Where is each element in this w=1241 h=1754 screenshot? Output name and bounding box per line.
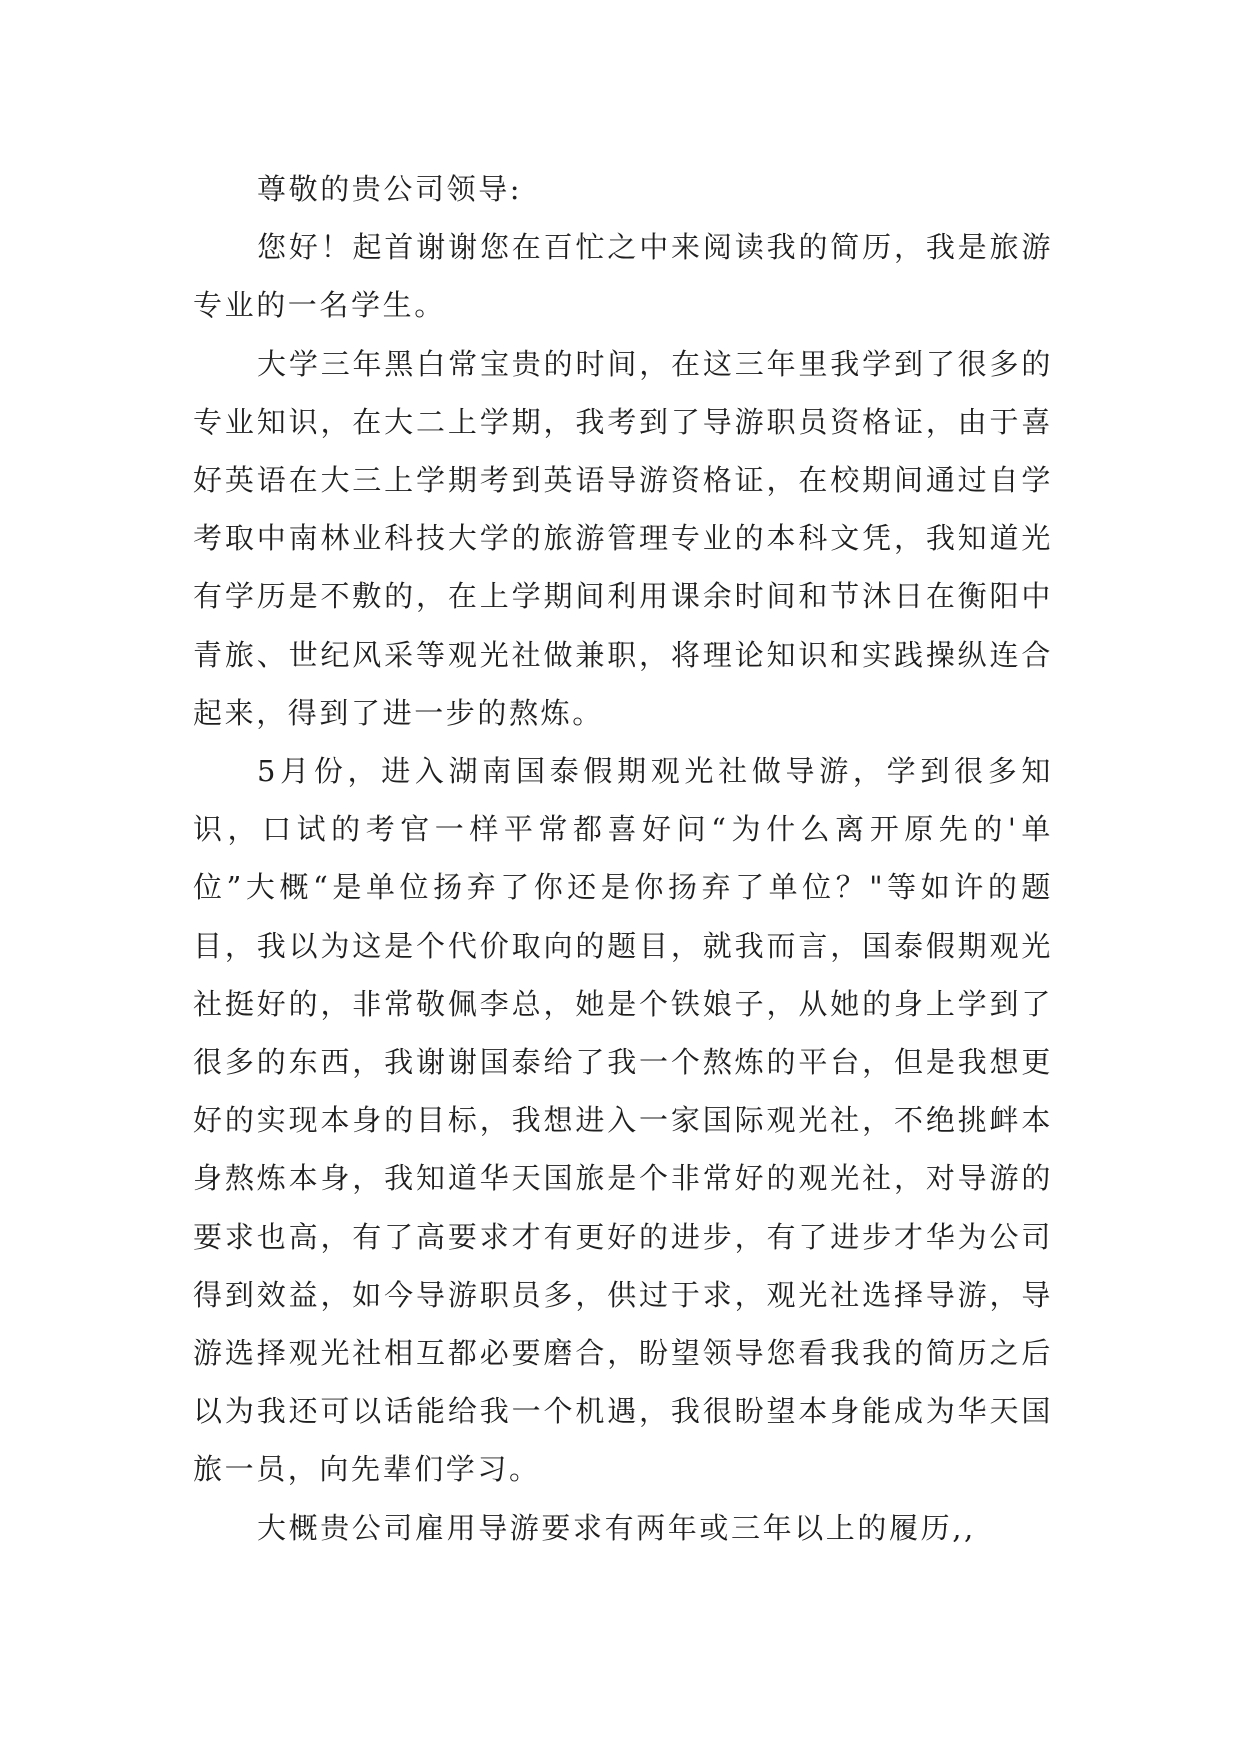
paragraph-greeting: 您好！起首谢谢您在百忙之中来阅读我的简历，我是旅游专业的一名学生。: [193, 230, 1053, 323]
paragraph-education: 大学三年黑白常宝贵的时间，在这三年里我学到了很多的专业知识，在大二上学期，我考到了导游职员资格证，由于喜好英语在大三上学期考到英语导游资格证，在校期间通过自学考取中南林业科技大学的旅游管理专业的本科文凭，我知道光有学历是不敷的，在上学期间利用课余时间和节沐日在衡阳中青旅、世纪风采等观光社做兼职，将理论知识和实践操纵连合起来，得到了进一步的熬炼。: [193, 346, 1053, 730]
paragraph-requirements: 大概贵公司雇用导游要求有两年或三年以上的履历,,: [257, 1510, 976, 1545]
salutation: 尊敬的贵公司领导:: [257, 172, 523, 206]
letter-body: [193, 160, 1053, 1557]
paragraph-experience: 5月份，进入湖南国泰假期观光社做导游，学到很多知识，口试的考官一样平常都喜好问“为什么离开原先的'单位”大概“是单位扬弃了你还是你扬弃了单位？"等如许的题目，我以为这是个代价取向的题目，就我而言，国泰假期观光社挺好的，非常敬佩李总，她是个铁娘子，从她的身上学到了很多的东西，我谢谢国泰给了我一个熬炼的平台，但是我想更好的实现本身的目标，我想进入一家国际观光社，不绝挑衅本身熬炼本身，我知道华天国旅是个非常好的观光社，对导游的要求也高，有了高要求才有更好的进步，有了进步才华为公司得到效益，如今导游职员多，供过于求，观光社选择导游，导游选择观光社相互都必要磨合，盼望领导您看我我的简历之后以为我还可以话能给我一个机遇，我很盼望本身能成为华天国旅一员，向先辈们学习。: [193, 754, 1053, 1487]
